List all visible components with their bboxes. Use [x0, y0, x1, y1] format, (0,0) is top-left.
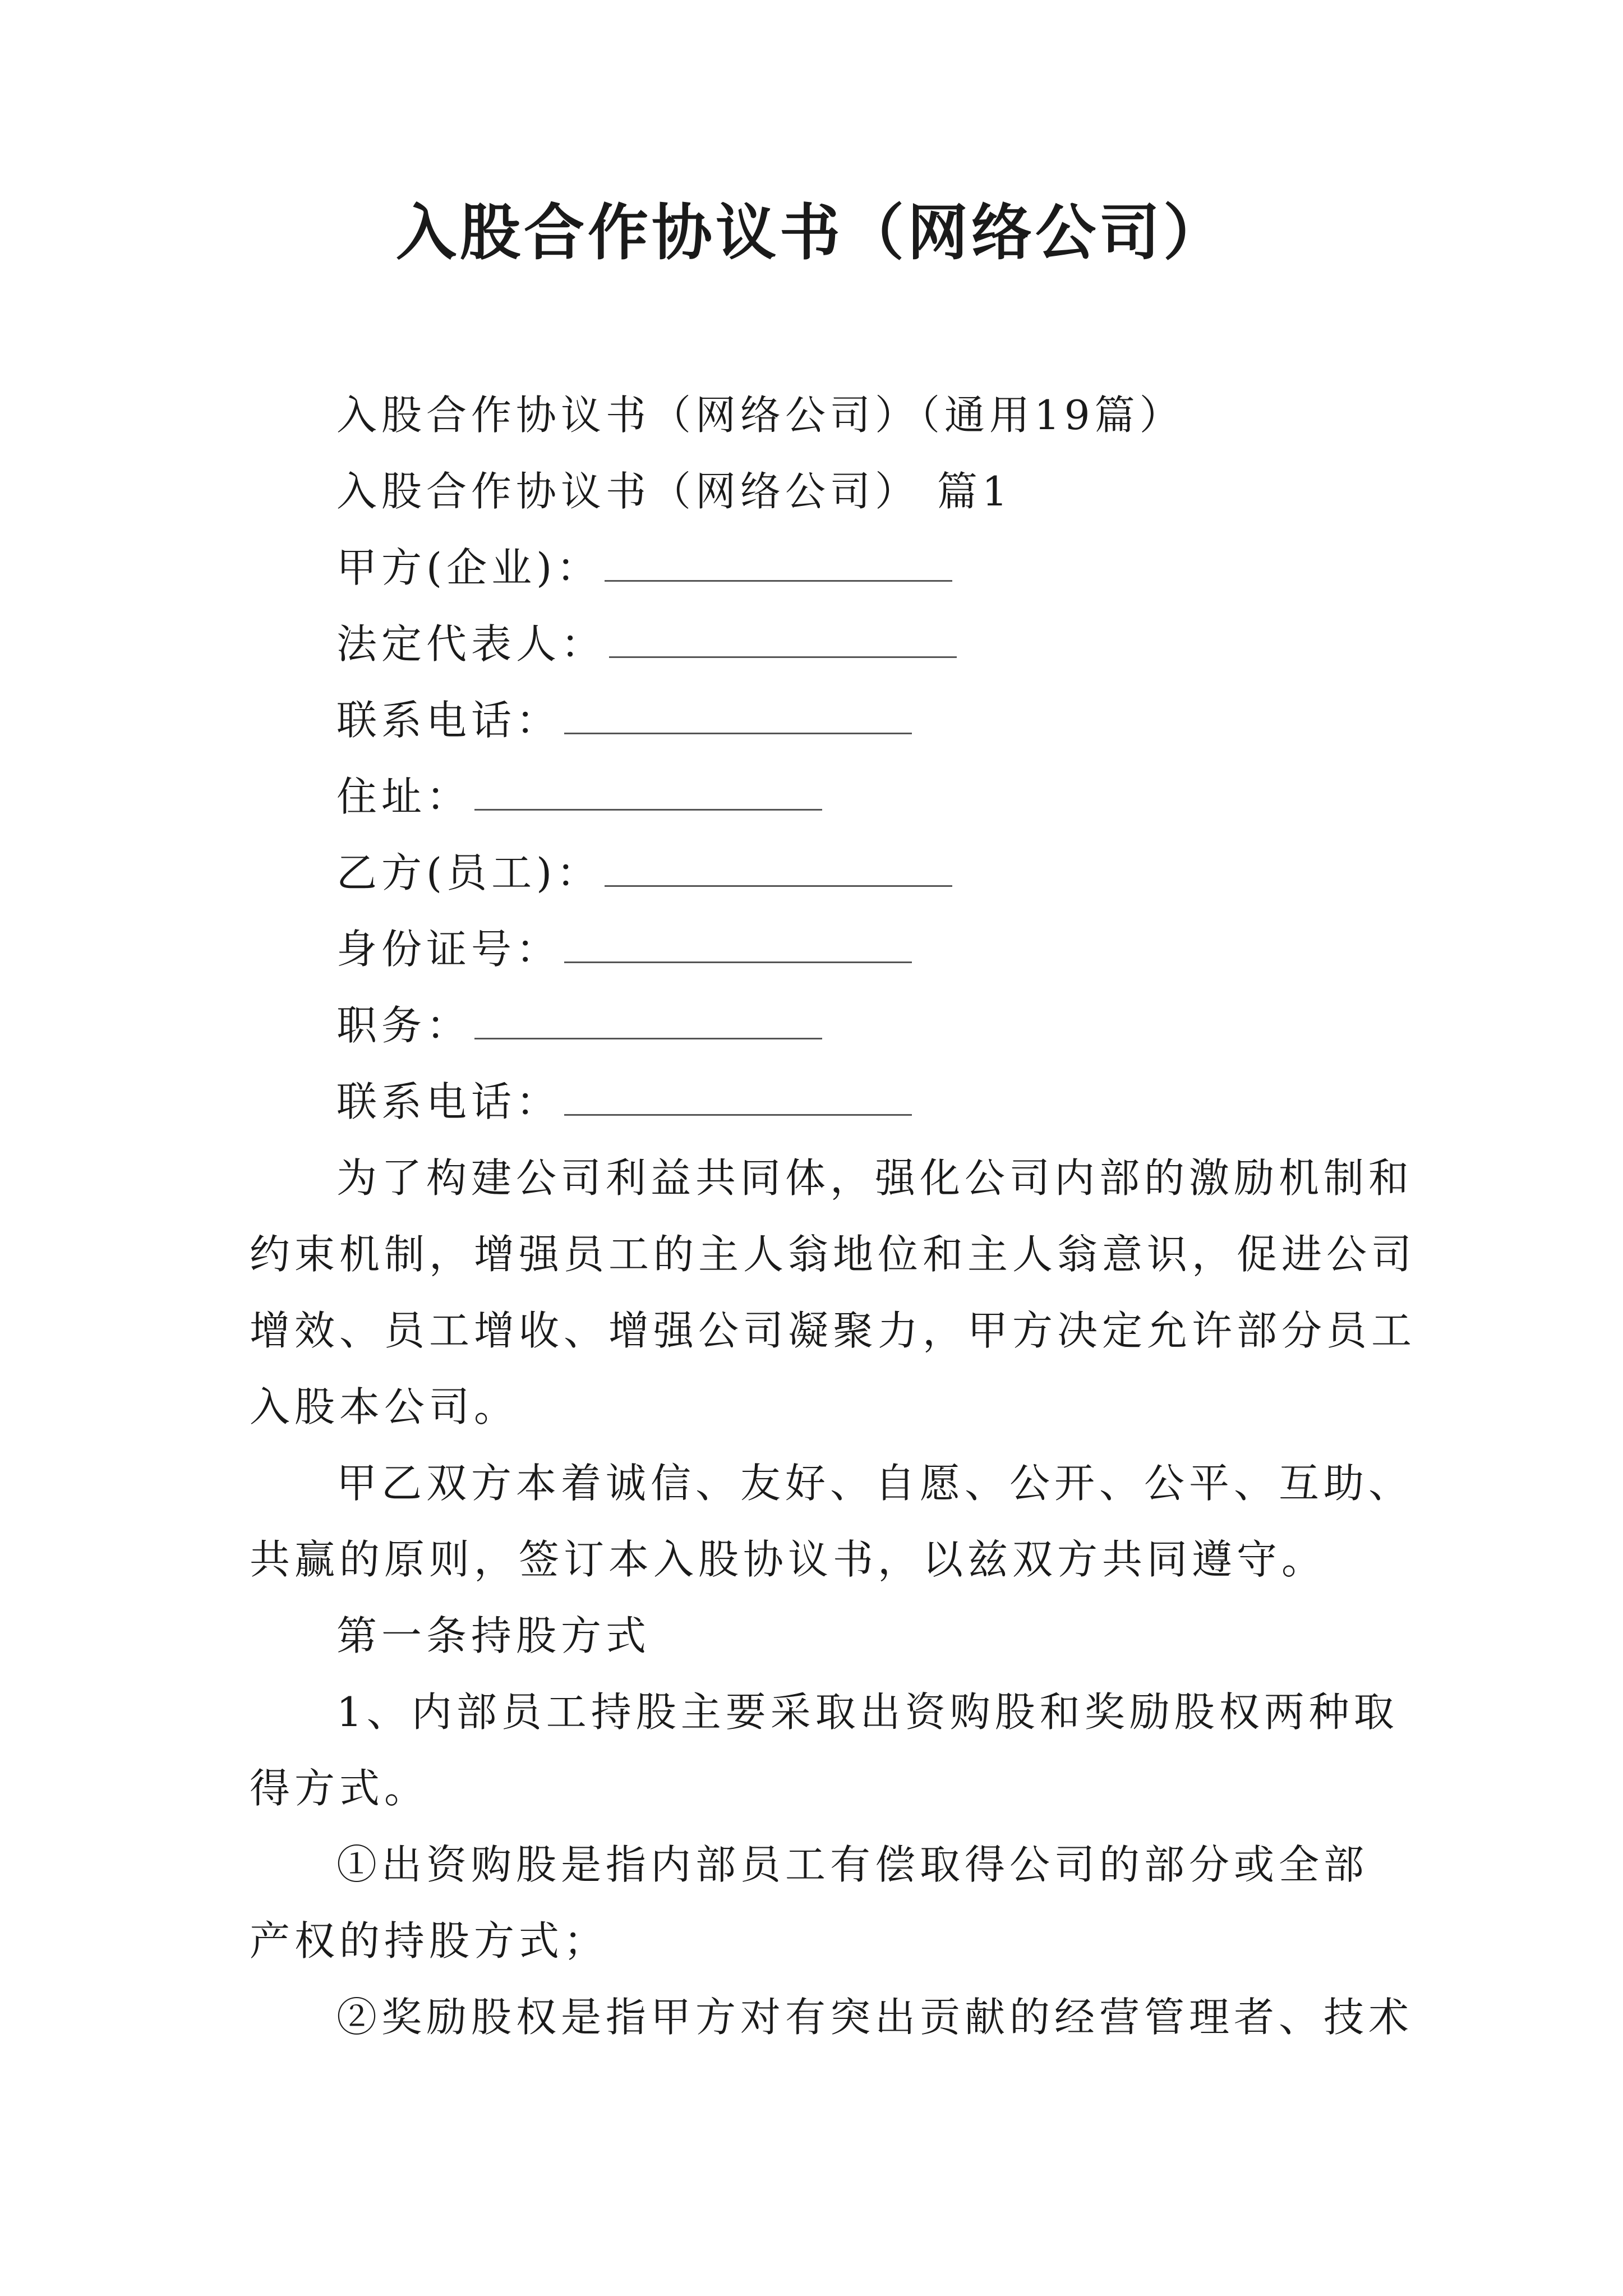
- field-party-b: [336, 845, 952, 901]
- document-title: 入股合作协议书（网络公司）: [395, 197, 1227, 268]
- field-phone-a: [336, 692, 912, 748]
- field-position: [336, 997, 822, 1053]
- blank-line: [605, 850, 952, 887]
- paragraph-line: 得方式。: [250, 1765, 430, 1812]
- field-label: 甲方(企业)：: [336, 544, 602, 591]
- field-label: 法定代表人：: [336, 620, 606, 668]
- field-legal-representative: [336, 616, 957, 672]
- field-phone-b: [336, 1074, 912, 1130]
- paragraph-line: 为了构建公司利益共同体，强化公司内部的激励机制和: [336, 1154, 1414, 1202]
- field-address: [336, 769, 822, 825]
- paragraph-line: 产权的持股方式；: [250, 1917, 609, 1964]
- paragraph-line: 1、内部员工持股主要采取出资购股和奖励股权两种取: [336, 1688, 1399, 1736]
- field-label: 联系电话：: [336, 1078, 561, 1125]
- blank-line: [609, 622, 957, 658]
- field-id-number: [336, 921, 912, 977]
- document-subtitle: 入股合作协议书（网络公司）（通用19篇）: [336, 392, 1184, 439]
- blank-line: [564, 1079, 912, 1116]
- field-label: 乙方(员工)：: [336, 849, 602, 896]
- blank-line: [474, 1003, 822, 1039]
- section-heading: 入股合作协议书（网络公司） 篇1: [336, 468, 1012, 515]
- paragraph-line: ②奖励股权是指甲方对有突出贡献的经营管理者、技术: [336, 1994, 1414, 2041]
- paragraph-line: 甲乙双方本着诚信、友好、自愿、公开、公平、互助、: [336, 1460, 1414, 1507]
- field-label: 联系电话：: [336, 697, 561, 744]
- blank-line: [564, 698, 912, 734]
- paragraph-line: 约束机制，增强员工的主人翁地位和主人翁意识，促进公司: [250, 1231, 1417, 1278]
- paragraph-line: 入股本公司。: [250, 1383, 519, 1430]
- paragraph-line: 共赢的原则，签订本入股协议书，以兹双方共同遵守。: [250, 1536, 1327, 1583]
- blank-line: [564, 927, 912, 963]
- field-label: 住址：: [336, 773, 472, 820]
- blank-line: [474, 774, 822, 811]
- article-heading: 第一条持股方式: [336, 1612, 651, 1659]
- blank-line: [605, 545, 952, 582]
- field-party-a: [336, 540, 952, 596]
- paragraph-line: ①出资购股是指内部员工有偿取得公司的部分或全部: [336, 1841, 1369, 1888]
- field-label: 职务：: [336, 1002, 472, 1049]
- field-label: 身份证号：: [336, 926, 561, 973]
- paragraph-line: 增效、员工增收、增强公司凝聚力，甲方决定允许部分员工: [250, 1307, 1417, 1354]
